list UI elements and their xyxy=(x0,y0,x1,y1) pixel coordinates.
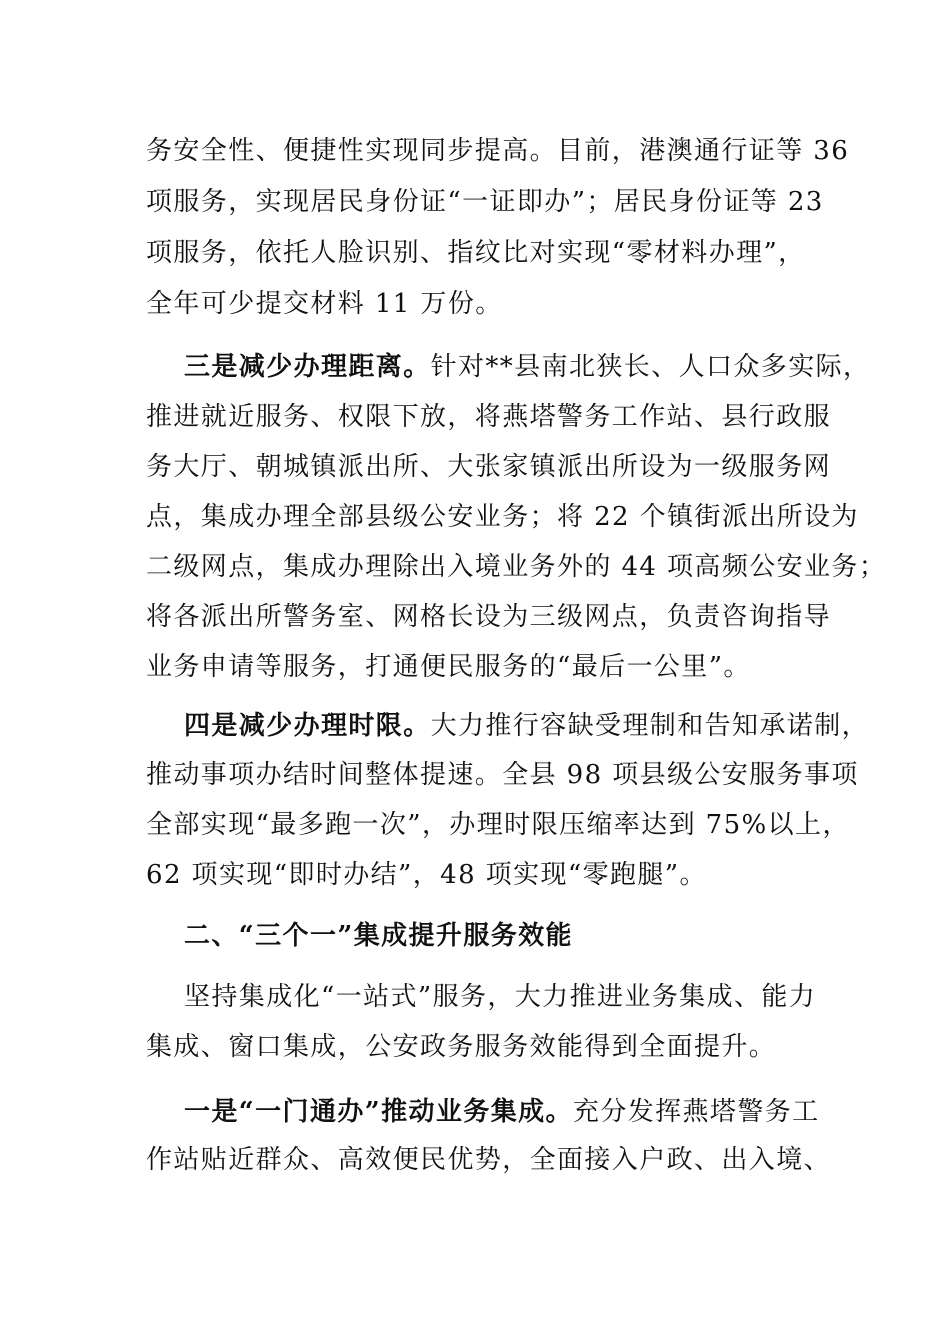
paragraph-line: 作站贴近群众、高效便民优势，全面接入户政、出入境、 xyxy=(146,1145,832,1175)
paragraph-line: 推进就近服务、权限下放，将燕塔警务工作站、县行政服 xyxy=(146,402,832,432)
paragraph-line: 推动事项办结时间整体提速。全县 98 项县级公安服务事项 xyxy=(146,760,859,790)
paragraph-text: 大力推行容缺受理制和告知承诺制， xyxy=(430,711,870,741)
paragraph-first-line xyxy=(184,706,870,746)
section-heading: 二、“三个一”集成提升服务效能 xyxy=(184,921,573,951)
paragraph-line: 项服务，实现居民身份证“一证即办”；居民身份证等 23 xyxy=(146,187,824,217)
paragraph-lead: 三是减少办理距离。 xyxy=(184,352,431,382)
paragraph-line: 务大厅、朝城镇派出所、大张家镇派出所设为一级服务网 xyxy=(146,452,832,482)
paragraph-line: 62 项实现“即时办结”，48 项实现“零跑腿”。 xyxy=(146,860,707,890)
paragraph-line: 将各派出所警务室、网格长设为三级网点，负责咨询指导 xyxy=(146,602,832,632)
paragraph-line: 二级网点，集成办理除出入境业务外的 44 项高频公安业务； xyxy=(146,552,887,582)
paragraph-line: 全部实现“最多跑一次”，办理时限压缩率达到 75%以上， xyxy=(146,810,850,840)
paragraph-lead: 一是“一门通办”推动业务集成。 xyxy=(184,1097,573,1127)
paragraph-first-line xyxy=(184,347,871,387)
paragraph-line: 点，集成办理全部县级公安业务；将 22 个镇街派出所设为 xyxy=(146,502,859,532)
paragraph-first-line xyxy=(184,1092,836,1132)
paragraph-text: 充分发挥燕塔警务工 xyxy=(572,1097,820,1127)
paragraph-line: 集成、窗口集成，公安政务服务效能得到全面提升。 xyxy=(146,1032,777,1062)
paragraph-lead: 四是减少办理时限。 xyxy=(184,711,431,741)
paragraph-first-line: 坚持集成化“一站式”服务，大力推进业务集成、能力 xyxy=(184,982,817,1012)
paragraph-line: 项服务，依托人脸识别、指纹比对实现“零材料办理”， xyxy=(146,238,806,268)
paragraph-line: 业务申请等服务，打通便民服务的“最后一公里”。 xyxy=(146,652,751,682)
paragraph-text: 针对**县南北狭长、人口众多实际， xyxy=(430,352,871,382)
paragraph-line: 全年可少提交材料 11 万份。 xyxy=(146,289,503,319)
paragraph-line: 务安全性、便捷性实现同步提高。目前，港澳通行证等 36 xyxy=(146,136,850,166)
